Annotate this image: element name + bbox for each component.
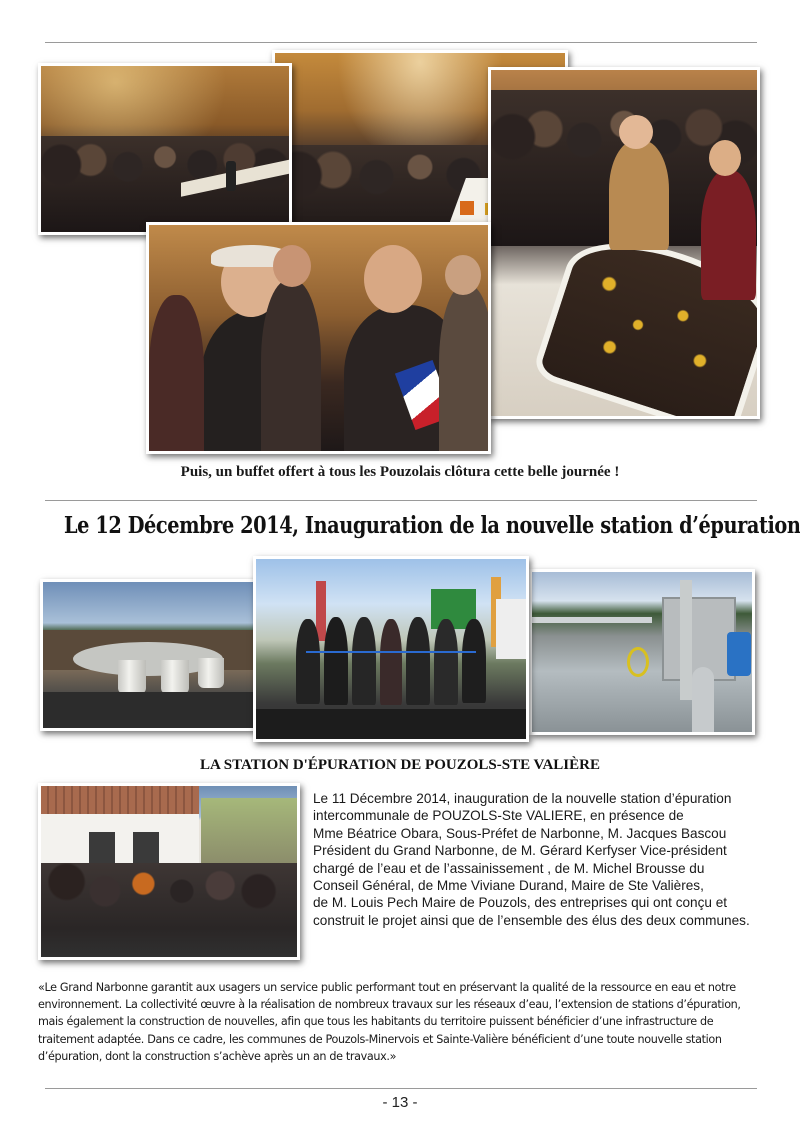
station-title: LA STATION D'ÉPURATION DE POUZOLS-STE VALIÈRE — [200, 757, 600, 773]
description-line: Mme Béatrice Obara, Sous-Préfet de Narbonne, M. Jacques Bascou — [313, 825, 727, 841]
description-line: Le 11 Décembre 2014, inauguration de la nouvelle station d’épuration — [313, 791, 732, 806]
buffet-caption: Puis, un buffet offert à tous les Pouzolais clôtura cette belle journée ! — [180, 464, 620, 480]
handshake-photo — [146, 222, 491, 454]
station-tanks-photo — [40, 579, 256, 731]
station-building-crowd-photo — [38, 783, 300, 960]
top-divider — [45, 42, 757, 43]
inauguration-headline: Le 12 Décembre 2014, Inauguration de la nouvelle station d’épuration — [64, 512, 800, 539]
ribbon-cutting-photo — [253, 556, 529, 742]
buffet-boat-platter-photo — [488, 67, 760, 419]
description-line: chargé de l’eau et de l’assainissement , de M. Michel Brousse du — [313, 860, 705, 876]
description-line: de M. Louis Pech Maire de Pouzols, des entreprises qui ont conçu et — [313, 895, 728, 911]
buffet-hall-photo — [38, 63, 292, 235]
quote-line: d’épuration, dont la construction s’achève après un an de travaux.» — [38, 1049, 397, 1063]
quote-line: «Le Grand Narbonne garantit aux usagers un service public performant tout en préservant la qualité de la ressource en eau et notre — [38, 981, 736, 994]
footer-divider — [45, 1088, 757, 1089]
quote-line: mais également la construction de nouvelles, afin que tous les habitants du territoire puissent bénéficier d’une infrastructure de — [38, 1015, 714, 1029]
section-divider — [45, 500, 757, 501]
station-equipment-photo — [529, 569, 755, 735]
grand-narbonne-quote — [38, 979, 778, 1065]
quote-line: traitement adaptée. Dans ce cadre, les communes de Pouzols-Minervois et Sainte-Valière bénéficient d’une toute nouvelle station — [38, 1032, 722, 1046]
station-description — [313, 790, 783, 929]
description-line: intercommunale de POUZOLS-Ste VALIERE, en présence de — [313, 808, 684, 824]
description-line: Conseil Général, de Mme Viviane Durand, Maire de Ste Valières, — [313, 878, 704, 894]
page-number: - 13 - — [382, 1094, 418, 1111]
description-line: construit le projet ainsi que de l’ensemble des élus des deux communes. — [313, 912, 750, 928]
description-line: Président du Grand Narbonne, de M. Gérard Kerfyser Vice-président — [313, 843, 727, 859]
quote-line: environnement. La collectivité œuvre à la réalisation de nombreux travaux sur les réseaux d’eau, l’extension de stations d’épuration, — [38, 998, 741, 1012]
